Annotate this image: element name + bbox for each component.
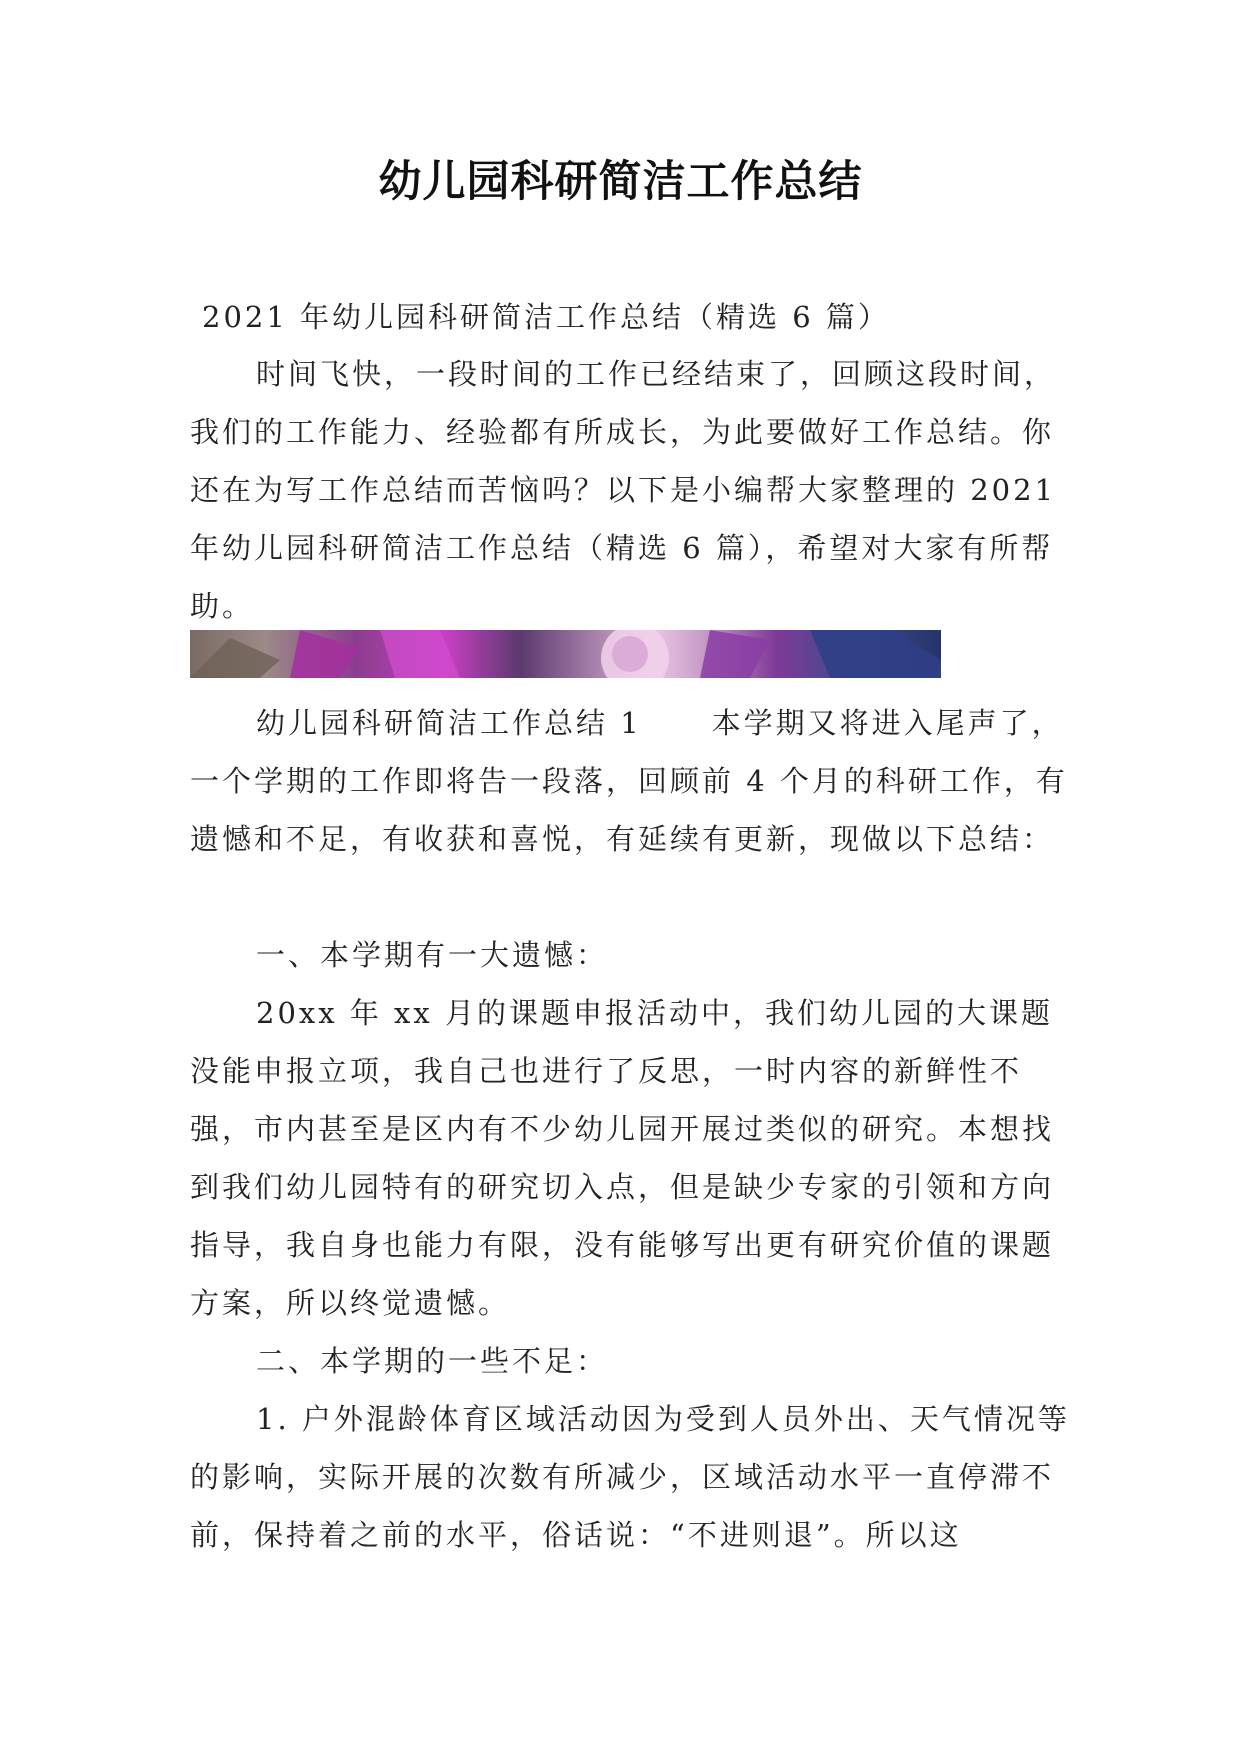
regret-text: 20xx 年 xx 月的课题申报活动中，我们幼儿园的大课题没能申报立项，我自己也进行了反思，一时内容的新鲜性不强，市内甚至是区内有不少幼儿园开展过类似的研究。本想找到我们幼儿园特有的研究切入点，但是缺少专家的引领和方向指导，我自身也能力有限，没有能够写出更有研究价值的课题方案，所以终觉遗憾。 xyxy=(190,996,1055,1320)
heading-shortfall xyxy=(190,1332,1070,1390)
section-1-paragraph xyxy=(190,694,1070,868)
section-1-label: 幼儿园科研简洁工作总结 1 xyxy=(256,706,642,740)
intro-text: 时间飞快，一段时间的工作已经结束了，回顾这段时间，我们的工作能力、经验都有所成长，为此要做好工作总结。你还在为写工作总结而苦恼吗？以下是小编帮大家整理的 2021 年幼儿园科研简洁工作总结（精选 6 篇），希望对大家有所帮助。 xyxy=(190,357,1057,623)
intro-paragraph xyxy=(190,345,1070,635)
shortfall-text: 1. 户外混龄体育区域活动因为受到人员外出、天气情况等的影响，实际开展的次数有所减少，区域活动水平一直停滞不前，保持着之前的水平，俗话说：“不进则退”。所以这 xyxy=(190,1402,1070,1552)
document-subtitle: 2021 年幼儿园科研简洁工作总结（精选 6 篇） xyxy=(202,300,890,334)
decorative-banner-image xyxy=(190,630,941,678)
heading-regret xyxy=(190,926,1070,984)
section-1-text: 本学期又将进入尾声了，一个学期的工作即将告一段落，回顾前 4 个月的科研工作，有遗憾和不足，有收获和喜悦，有延续有更新，现做以下总结： xyxy=(190,706,1068,856)
heading-shortfall-text: 二、本学期的一些不足： xyxy=(256,1344,609,1378)
regret-paragraph xyxy=(190,984,1070,1332)
document-title: 幼儿园科研简洁工作总结 xyxy=(378,157,863,207)
shortfall-paragraph xyxy=(190,1390,1070,1564)
heading-regret-text: 一、本学期有一大遗憾： xyxy=(256,938,609,972)
